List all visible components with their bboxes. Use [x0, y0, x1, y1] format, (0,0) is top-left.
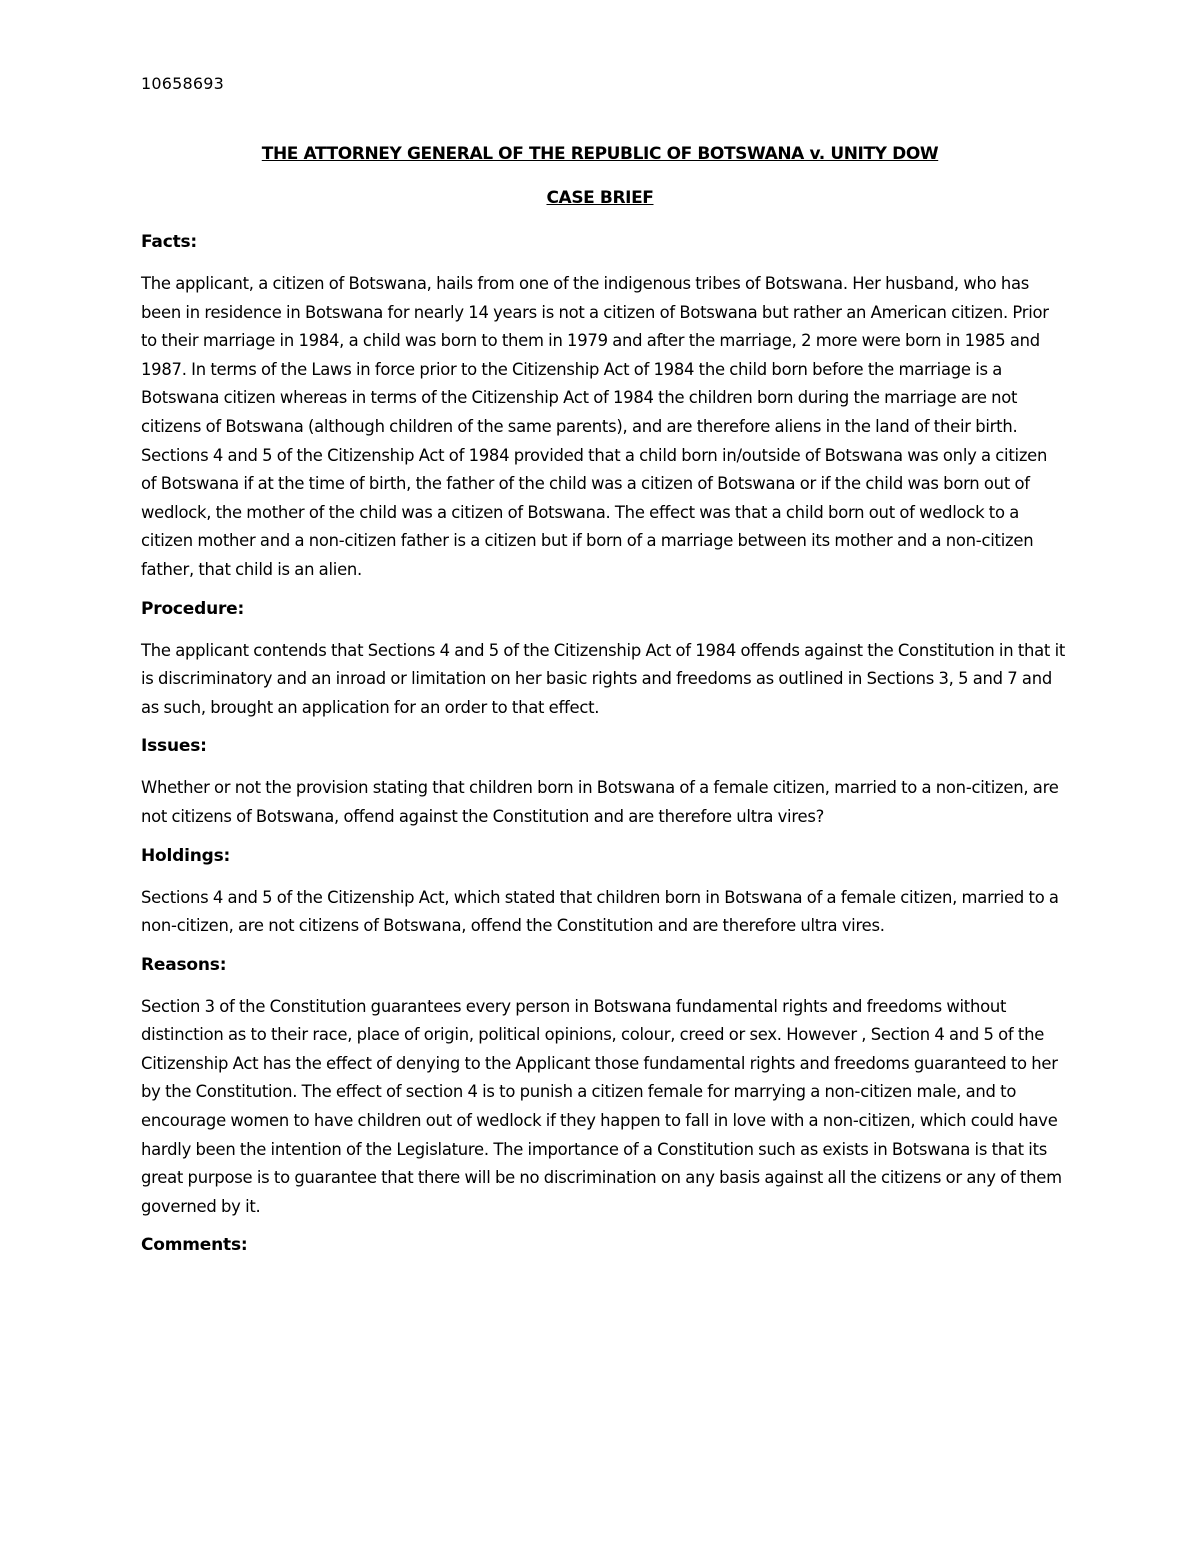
section-issues — [141, 734, 1066, 831]
section-text-facts: The applicant, a citizen of Botswana, hails from one of the indigenous tribes of Botswana. Her husband, who has been in residence in Botswana for nearly 14 years is not a citizen of Botswana but rather an American citizen. Prior to their marriage in 1984, a child was born to them in 1979 and after the marriage, 2 more were born in 1985 and 1987. In terms of the Laws in force prior to the Citizenship Act of 1984 the child born before the marriage is a Botswana citizen whereas in terms of the Citizenship Act of 1984 the children born during the marriage are not citizens of Botswana (although children of the same parents), and are therefore aliens in the land of their birth. Sections 4 and 5 of the Citizenship Act of 1984 provided that a child born in/outside of Botswana was only a citizen of Botswana if at the time of birth, the father of the child was a citizen of Botswana or if the child was born out of wedlock, the mother of the child was a citizen of Botswana. The effect was that a child born out of wedlock to a citizen mother and a non-citizen father is a citizen but if born of a marriage between its mother and a non-citizen father, that child is an alien. — [141, 274, 1049, 579]
document-title: THE ATTORNEY GENERAL OF THE REPUBLIC OF BOTSWANA v. UNITY DOW — [261, 144, 939, 164]
section-text-issues: Whether or not the provision stating that children born in Botswana of a female citizen, married to a non-citizen, are not citizens of Botswana, offend against the Constitution and are therefore ultra vires? — [141, 778, 1059, 826]
document-id-number: 10658693 — [141, 74, 225, 93]
section-text-reasons: Section 3 of the Constitution guarantees every person in Botswana fundamental rights and freedoms without distinction as to their race, place of origin, political opinions, colour, creed or sex. However , Section 4 and 5 of the Citizenship Act has the effect of denying to the Applicant those fundamental rights and freedoms guaranteed to her by the Constitution. The effect of section 4 is to punish a citizen female for marrying a non-citizen male, and to encourage women to have children out of wedlock if they happen to fall in love with a non-citizen, which could have hardly been the intention of the Legislature. The importance of a Constitution such as exists in Botswana is that its great purpose is to guarantee that there will be no discrimination on any basis against all the citizens or any of them governed by it. — [141, 996, 1062, 1216]
section-facts — [141, 230, 1066, 585]
section-reasons — [141, 953, 1066, 1222]
section-procedure — [141, 597, 1066, 723]
section-text-procedure: The applicant contends that Sections 4 and 5 of the Citizenship Act of 1984 offends against the Constitution in that it is discriminatory and an inroad or limitation on her basic rights and freedoms as outlined in Sections 3, 5 and 7 and as such, brought an application for an order to that effect. — [141, 640, 1066, 717]
section-heading-comments: Comments: — [141, 1235, 248, 1256]
document-body — [141, 230, 1066, 1273]
document-subtitle: CASE BRIEF — [546, 188, 654, 208]
section-text-holdings: Sections 4 and 5 of the Citizenship Act, which stated that children born in Botswana of a female citizen, married to a non-citizen, are not citizens of Botswana, offend the Constitution and are therefore ultra vires. — [141, 887, 1059, 936]
section-holdings — [141, 844, 1066, 941]
section-comments — [141, 1233, 1066, 1257]
section-heading-issues: Issues: — [141, 736, 207, 757]
section-heading-holdings: Holdings: — [141, 845, 231, 866]
section-heading-reasons: Reasons: — [141, 954, 227, 975]
section-heading-procedure: Procedure: — [141, 598, 245, 619]
section-heading-facts: Facts: — [141, 232, 198, 252]
